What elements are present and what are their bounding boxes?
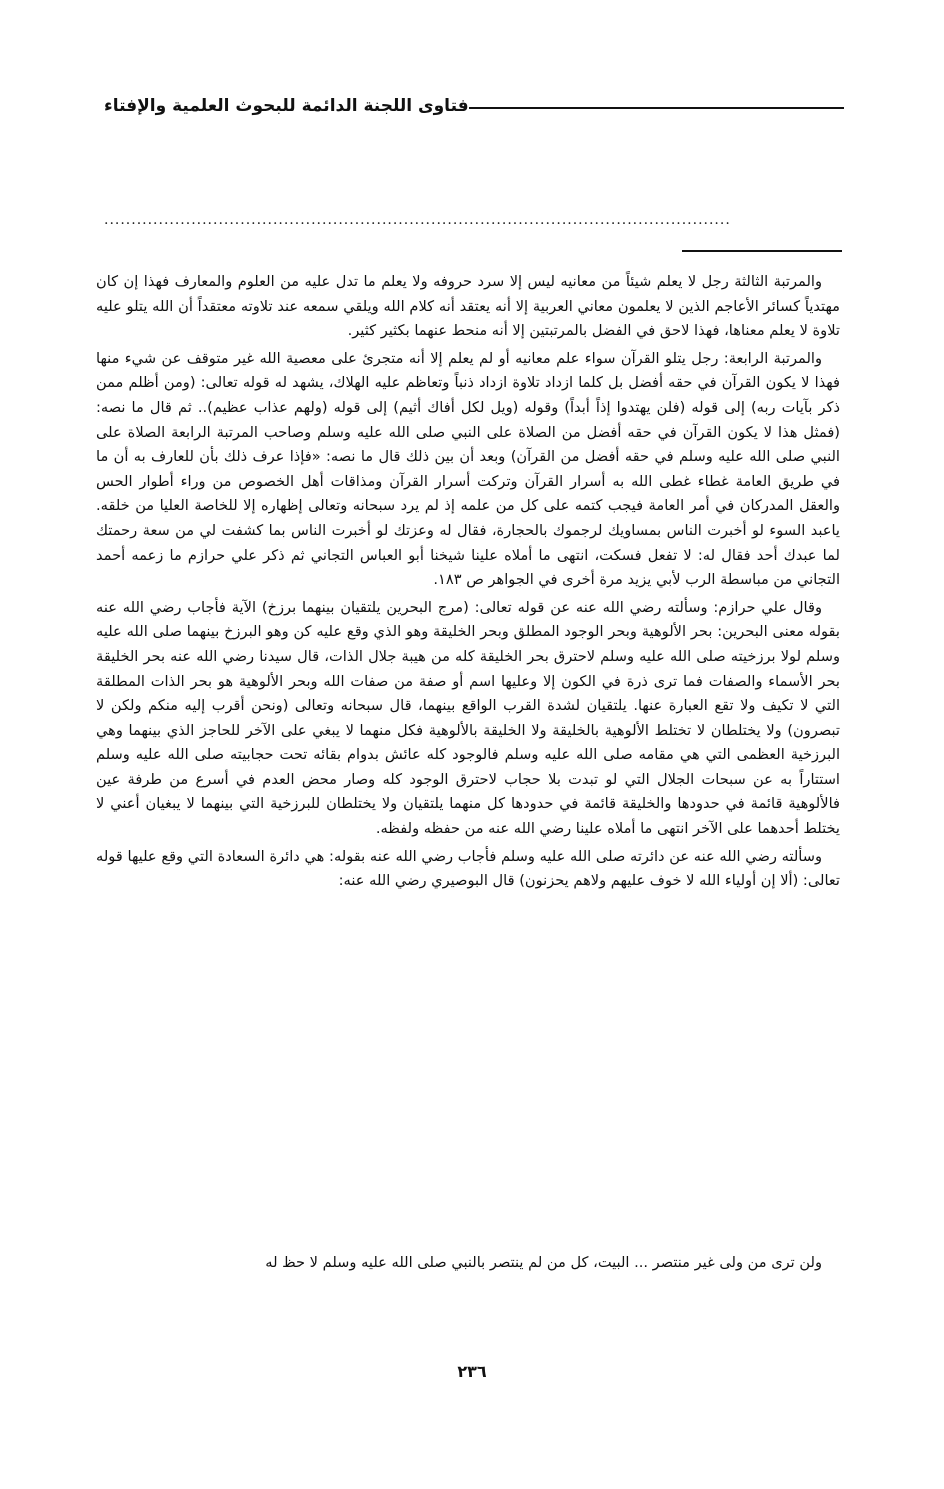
body-text: [96, 270, 840, 897]
paragraph: والمرتبة الرابعة: رجل يتلو القرآن سواء علم معانيه أو لم يعلم إلا أنه متجرئ على معصية الله غير متوقف عن شيء منها فهذا لا يكون القرآن في حقه أفضل بل كلما ازداد تلاوة ازداد ذنباً وتعاظم عليه الهلاك، يشهد له قوله تعالى: (ومن أظلم ممن ذكر بآيات ربه) إلى قوله (فلن يهتدوا إذاً أبداً) وقوله (ويل لكل أفاك أثيم) إلى قوله (ولهم عذاب عظيم).. ثم قال ما نصه: (فمثل هذا لا يكون القرآن في حقه أفضل من الصلاة على النبي صلى الله عليه وسلم وصاحب المرتبة الرابعة الصلاة على النبي صلى الله عليه وسلم في حقه أفضل من القرآن) وبعد أن بين ذلك قال ما نصه: «فإذا عرف ذلك بأن للعارف به أن ما في طريق العامة غطاء غطى الله به أسرار القرآن وتركت أسرار القرآن ومذاقات أهل الخصوص من وراء أطوار الحس والعقل المدركان في أمر العامة فيجب كتمه على كل من علمه إذ لم يرد سبحانه وتعالى إظهاره إلا للخاصة العليا من خلقه. ياعبد السوء لو أخبرت الناس بمساويك لرجموك بالحجارة، فقال له وعزتك لو أخبرت الناس بما كشفت لي من سعة رحمتك لما عبدك أحد فقال له: لا تفعل فسكت، انتهى ما أملاه علينا شيخنا أبو العباس التجاني ثم ذكر علي حرازم ما زعمه أحمد التجاني من مباسطة الرب لأبي يزيد مرة أخرى في الجواهر ص ١٨٣.: [96, 349, 840, 589]
running-header: [96, 96, 844, 116]
omission-dots: ...................................................................................................................: [104, 212, 731, 228]
paragraph: وقال علي حرازم: وسألته رضي الله عنه عن قوله تعالى: (مرج البحرين يلتقيان بينهما برزخ) الآية فأجاب رضي الله عنه بقوله معنى البحرين: بحر الألوهية وبحر الوجود المطلق وبحر الخليقة وهو الذي وقع عليه كن وهو البرزخ بينهما صلى الله عليه وسلم لولا برزخيته صلى الله عليه وسلم لاحترق بحر الخليقة كله من هيبة جلال الذات، قال سيدنا رضي الله عنه بحر الخليقة بحر الأسماء والصفات فما ترى ذرة في الكون إلا وعليها اسم أو صفة من صفات الله وبحر الألوهية هو بحر الذات المطلقة التي لا تكيف ولا تقع العبارة عنها. يلتقيان لشدة القرب الواقع بينهما، قال سبحانه وتعالى (ونحن أقرب إليه منكم ولكن لا تبصرون) ولا يختلطان لا تختلط الألوهية بالخليقة ولا الخليقة بالألوهية فكل منهما لا يبغي على الآخر للحاجز الذي بينهما وهي البرزخية العظمى التي هي مقامه صلى الله عليه وسلم فالوجود كله عائش بدوام بقائه تحت حجابيته صلى الله عليه وسلم استتاراً به عن سبحات الجلال التي لو تبدت بلا حجاب لاحترق الوجود كله وصار محض العدم في أسرع من طرفة عين فالألوهية قائمة في حدودها والخليقة قائمة في حدودها كل منهما يلتقيان ولا يختلطان للبرزخية التي بينهما لا يبغيان أعني لا يختلط أحدهما على الآخر انتهى ما أملاه علينا رضي الله عنه من حفظه ولفظه.: [96, 598, 840, 838]
header-title: فتاوى اللجنة الدائمة للبحوث العلمية والإفتاء: [104, 96, 469, 116]
poem-line: ولن ترى من ولى غير منتصر ... البيت، كل من لم ينتصر بالنبي صلى الله عليه وسلم لا حظ له: [265, 1254, 822, 1271]
paragraph: وسألته رضي الله عنه عن دائرته صلى الله عليه وسلم فأجاب رضي الله عنه بقوله: هي دائرة السعادة التي وقع عليها قوله تعالى: (ألا إن أولياء الله لا خوف عليهم ولاهم يحزنون) قال البوصيري رضي الله عنه:: [96, 847, 840, 890]
header-rule: [469, 107, 844, 109]
page-number: ٢٣٦: [457, 1362, 487, 1381]
section-divider: [682, 250, 842, 252]
paragraph: والمرتبة الثالثة رجل لا يعلم شيئاً من معانيه ليس إلا سرد حروفه ولا يعلم ما تدل عليه من العلوم والمعارف فهذا إن كان مهتدياً كسائر الأعاجم الذين لا يعلمون معاني العربية إلا أنه يعتقد أنه كلام الله ويلقي سمعه عند تلاوته معتقداً أن الله يتلو عليه تلاوة لا يعلم معناها، فهذا لاحق في الفضل بالمرتبتين إلا أنه منحط عنهما بكثير كثير.: [96, 273, 840, 340]
